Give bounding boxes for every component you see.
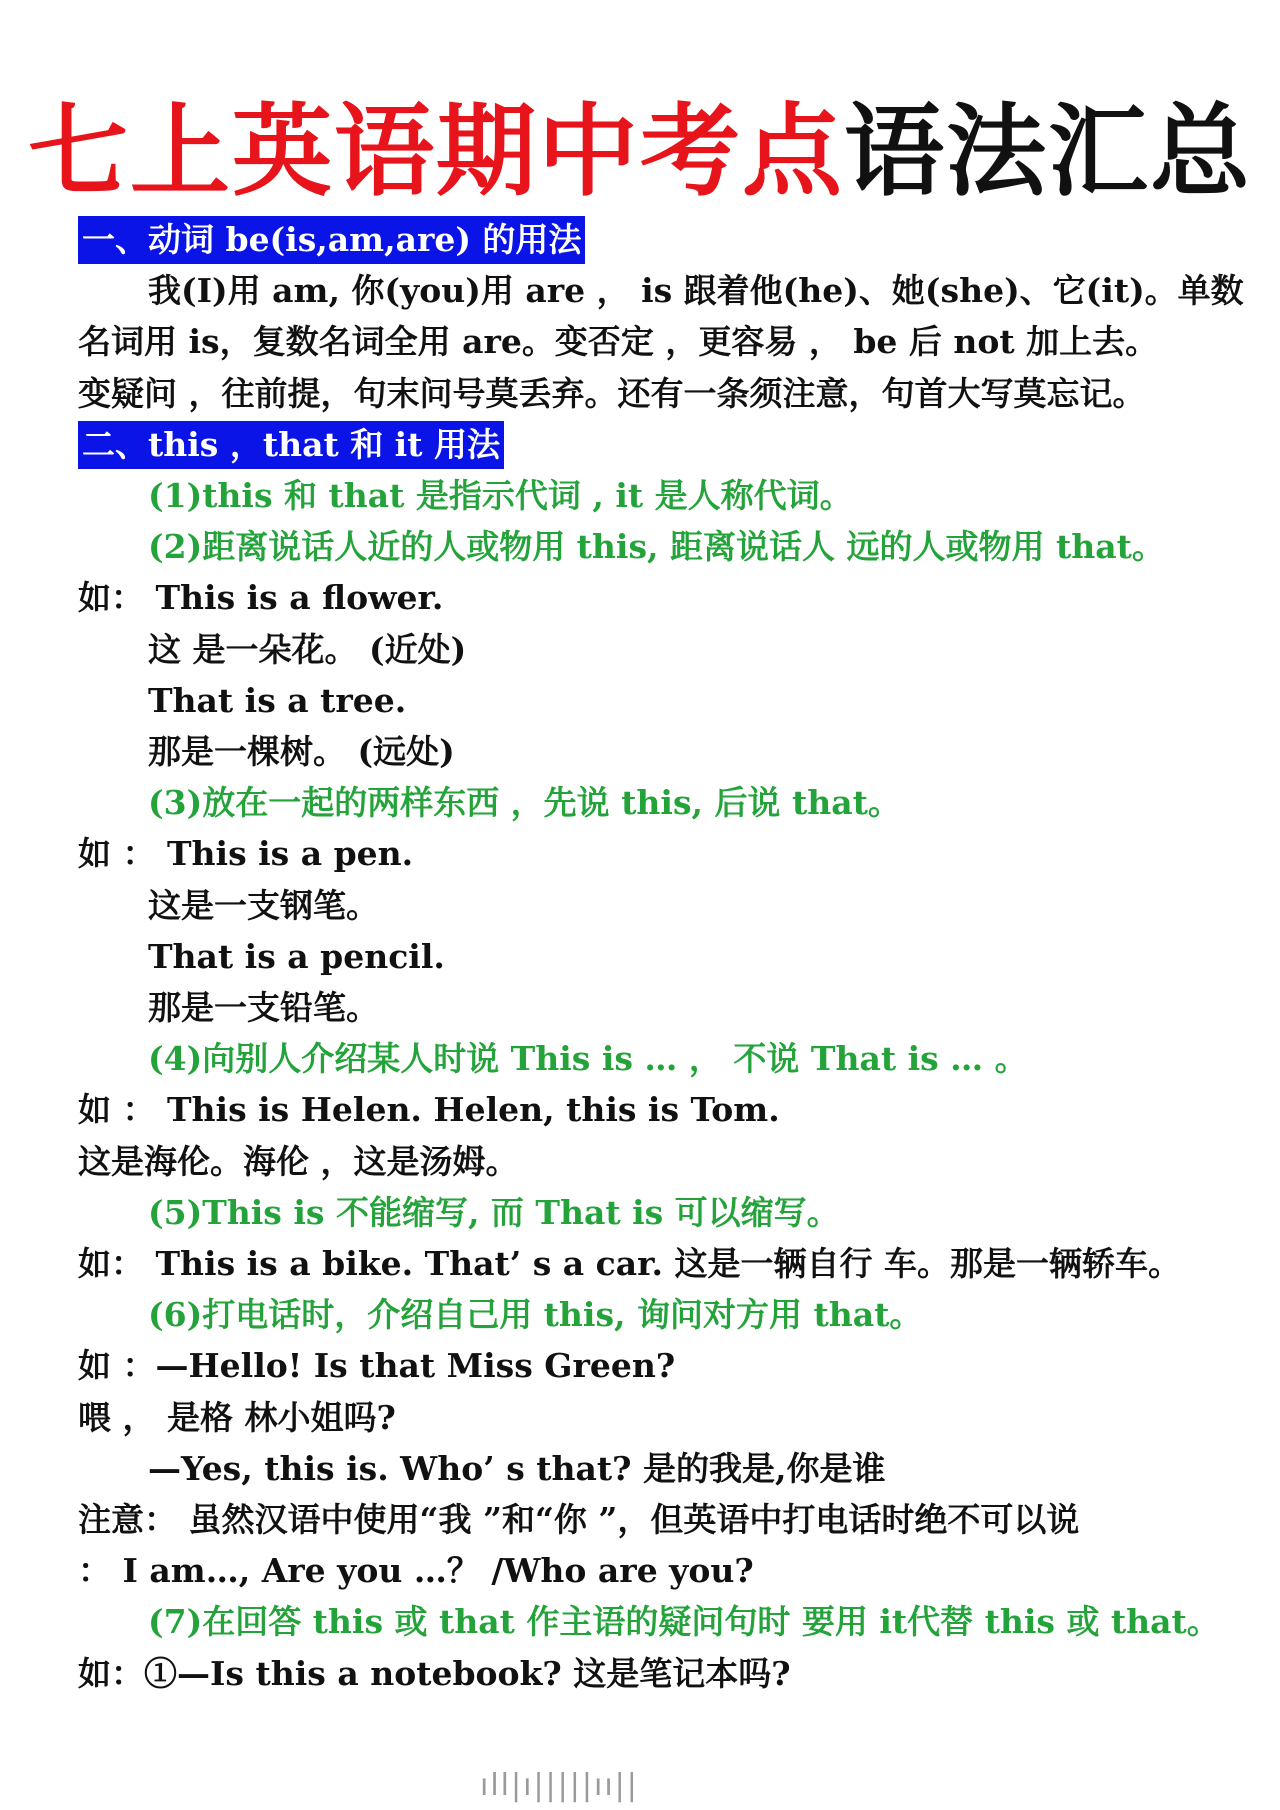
example-line: 如 ： This is a pen. — [78, 834, 414, 874]
rule-line: (3)放在一起的两样东西 ，先说 this, 后说 that。 — [148, 783, 901, 823]
text-line: 变疑问 ，往前提，句末问号莫丢弃。还有一条须注意，句首大写莫忘记。 — [78, 373, 1146, 413]
section-heading-2 — [78, 419, 1208, 470]
title-black-part: 语法汇总 — [844, 93, 1252, 210]
example-line: 这 是一朵花。 (近处) — [148, 629, 467, 669]
rule-line: (4)向别人介绍某人时说 This is … ， 不说 That is … 。 — [148, 1039, 1028, 1079]
example-line: —Yes, this is. Who’ s that? 是的我是,你是谁 — [148, 1448, 886, 1488]
example-line: That is a tree. — [148, 680, 407, 720]
example-line: That is a pencil. — [148, 936, 445, 976]
example-line: 那是一支铅笔。 — [148, 988, 379, 1028]
text-line: 我(I)用 am, 你(you)用 are ， is 跟着他(he)、她(she)、它(it)。单数 — [148, 271, 1244, 311]
section-heading-1 — [78, 214, 1208, 265]
example-line: 喂 ， 是格 林小姐吗? — [78, 1397, 396, 1437]
text-line: 名词用 is，复数名词全用 are。变否定 ，更容易 ， be 后 not 加上去。 — [78, 322, 1159, 362]
note-line: 注意： 虽然汉语中使用“我 ”和“你 ”，但英语中打电话时绝不可以说 — [78, 1500, 1080, 1540]
rule-line: (5)This is 不能缩写, 而 That is 可以缩写。 — [148, 1192, 840, 1232]
section-heading-this-that: 二、this ，that 和 it 用法 — [78, 421, 504, 469]
example-line: 那是一棵树。 (远处) — [148, 732, 455, 772]
example-line: 如： This is a bike. That’ s a car. 这是一辆自行 车。那是一辆轿车。 — [78, 1244, 1181, 1284]
example-line: 如 ：—Hello! Is that Miss Green? — [78, 1346, 676, 1386]
example-line: 如：①—Is this a notebook? 这是笔记本吗? — [78, 1653, 791, 1693]
rule-line: (2)距离说话人近的人或物用 this, 距离说话人 远的人或物用 that。 — [148, 527, 1165, 567]
rule-line: (6)打电话时，介绍自己用 this, 询问对方用 that。 — [148, 1295, 923, 1335]
document-body — [78, 214, 1244, 1699]
watermark: ıll|ı|||||ıı|| — [480, 1768, 639, 1803]
note-line: ： I am…, Are you …？ /Who are you? — [78, 1551, 754, 1591]
rule-line: (7)在回答 this 或 that 作主语的疑问句时 要用 it代替 this 或 that。 — [148, 1602, 1220, 1642]
rule-line: (1)this 和 that 是指示代词 , it 是人称代词。 — [148, 476, 853, 516]
example-line: 这是一支钢笔。 — [148, 885, 379, 925]
example-line: 这是海伦。海伦 ，这是汤姆。 — [78, 1141, 519, 1181]
page-title — [0, 92, 1280, 212]
section-heading-be: 一、动词 be(is,am,are) 的用法 — [78, 216, 585, 264]
example-line: 如： This is a flower. — [78, 578, 444, 618]
example-line: 如 ： This is Helen. Helen, this is Tom. — [78, 1090, 780, 1130]
title-red-part: 七上英语期中考点 — [28, 93, 844, 210]
